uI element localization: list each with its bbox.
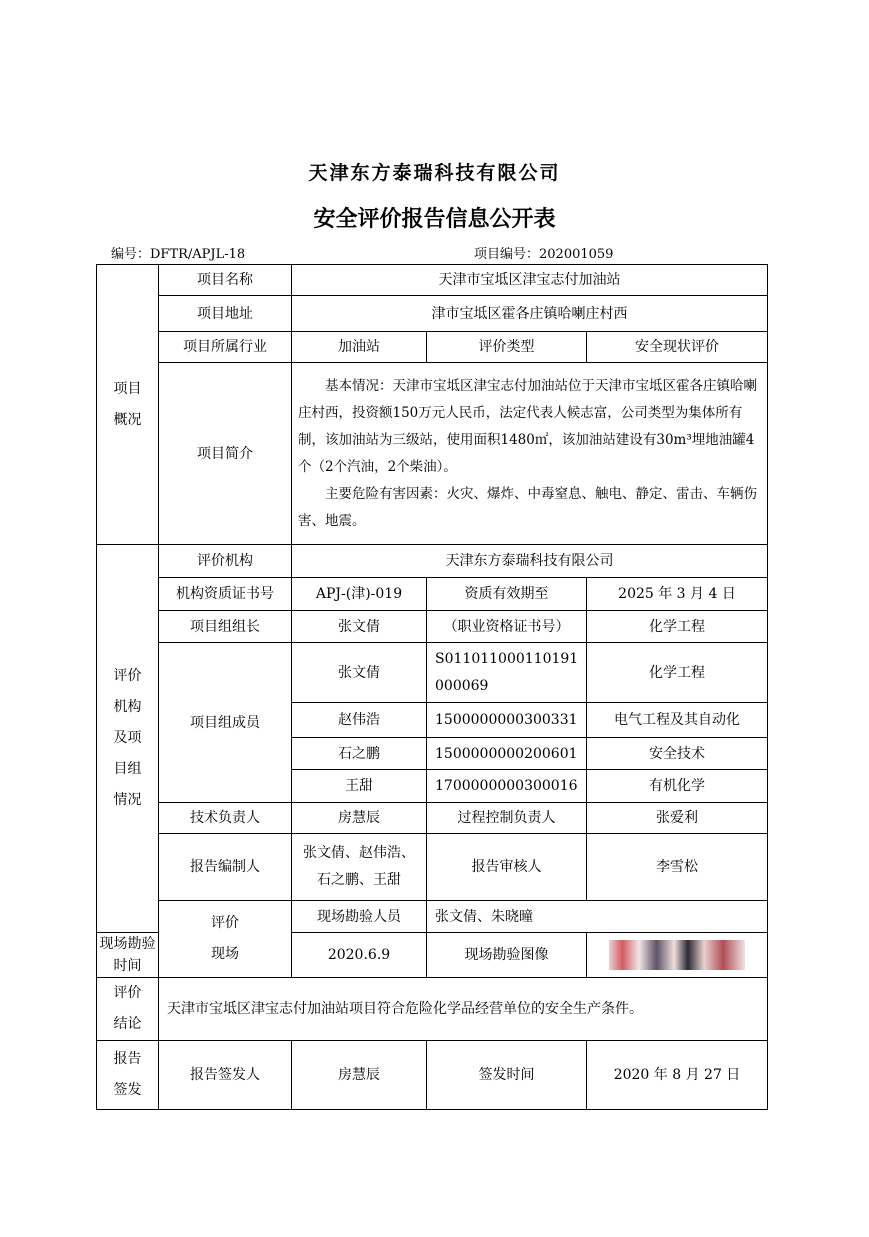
member-cert: S011011000110191 000069 [427, 643, 587, 703]
project-name-label: 项目名称 [159, 265, 292, 296]
survey-photo [609, 940, 745, 970]
author-value: 张文倩、赵伟浩、 石之鹏、王甜 [292, 834, 427, 901]
author-label: 报告编制人 [159, 834, 292, 901]
member-major: 有机化学 [587, 770, 768, 803]
conclusion-text: 天津市宝坻区津宝志付加油站项目符合危险化学品经营单位的安全生产条件。 [159, 978, 768, 1041]
survey-image-label: 现场勘验图像 [427, 933, 587, 978]
evaluation-type-label: 评价类型 [427, 332, 587, 363]
issue-time-label: 签发时间 [427, 1041, 587, 1110]
company-name: 天津东方泰瑞科技有限公司 [308, 162, 561, 184]
org-value: 天津东方泰瑞科技有限公司 [292, 545, 768, 578]
intro-basic-info: 基本情况：天津市宝坻区津宝志付加油站位于天津市宝坻区霍各庄镇哈喇庄村西，投资额150万元人民币，法定代表人候志富，公司类型为集体所有制，该加油站为三级站，使用面积1480㎡，该加油站建设有30m³埋地油罐4个（2个汽油，2个柴油）。 [298, 377, 757, 475]
project-intro [292, 363, 768, 545]
section-issue: 报告 签发 [97, 1041, 159, 1110]
issuer-label: 报告签发人 [159, 1041, 292, 1110]
section-site: 评价 现场 [159, 901, 292, 978]
evaluation-type-value: 安全现状评价 [587, 332, 768, 363]
member-name: 石之鹏 [292, 738, 427, 770]
section-conclusion: 评价 结论 [97, 978, 159, 1041]
cert-label: 机构资质证书号 [159, 578, 292, 611]
member-name: 王甜 [292, 770, 427, 803]
process-lead-value: 张爱利 [587, 803, 768, 834]
valid-until-value: 2025 年 3 月 4 日 [587, 578, 768, 611]
industry-label: 项目所属行业 [159, 332, 292, 363]
project-address-label: 项目地址 [159, 296, 292, 332]
leader-major: 化学工程 [587, 611, 768, 643]
project-name-value: 天津市宝坻区津宝志付加油站 [292, 265, 768, 296]
reviewer-value: 李雪松 [587, 834, 768, 901]
survey-staff-value: 张文倩、朱晓曈 [427, 901, 768, 933]
survey-staff-label: 现场勘验人员 [292, 901, 427, 933]
survey-time-label: 现场勘验时间 [97, 933, 159, 978]
member-major: 化学工程 [587, 643, 768, 703]
tech-lead-value: 房慧辰 [292, 803, 427, 834]
project-number: 项目编号：202001059 [474, 247, 614, 262]
leader-cert-header: （职业资格证书号） [427, 611, 587, 643]
survey-time-value: 2020.6.9 [292, 933, 427, 978]
section-overview: 项目 概况 [97, 265, 159, 545]
section-organization: 评价 机构 及项 目组 情况 [97, 545, 159, 933]
issuer-value: 房慧辰 [292, 1041, 427, 1110]
member-cert: 1700000000300016 [427, 770, 587, 803]
intro-hazards: 主要危险有害因素：火灾、爆炸、中毒窒息、触电、静定、雷击、车辆伤害、地震。 [298, 485, 757, 529]
issue-time-value: 2020 年 8 月 27 日 [587, 1041, 768, 1110]
cert-value: APJ-(津)-019 [292, 578, 427, 611]
member-cert: 1500000000300331 [427, 703, 587, 738]
valid-until-label: 资质有效期至 [427, 578, 587, 611]
page-title: 安全评价报告信息公开表 [313, 207, 556, 232]
process-lead-label: 过程控制负责人 [427, 803, 587, 834]
member-cert: 1500000000200601 [427, 738, 587, 770]
member-major: 安全技术 [587, 738, 768, 770]
reviewer-label: 报告审核人 [427, 834, 587, 901]
member-name: 张文倩 [292, 643, 427, 703]
survey-image-cell [587, 933, 768, 978]
leader-name: 张文倩 [292, 611, 427, 643]
info-table [96, 264, 768, 1110]
document-number: 编号：DFTR/APJL-18 [111, 247, 246, 262]
member-name: 赵伟浩 [292, 703, 427, 738]
leader-label: 项目组组长 [159, 611, 292, 643]
member-major: 电气工程及其自动化 [587, 703, 768, 738]
project-address-value: 津市宝坻区霍各庄镇哈喇庄村西 [292, 296, 768, 332]
members-label: 项目组成员 [159, 643, 292, 803]
tech-lead-label: 技术负责人 [159, 803, 292, 834]
industry-value: 加油站 [292, 332, 427, 363]
project-intro-label: 项目简介 [159, 363, 292, 545]
org-label: 评价机构 [159, 545, 292, 578]
